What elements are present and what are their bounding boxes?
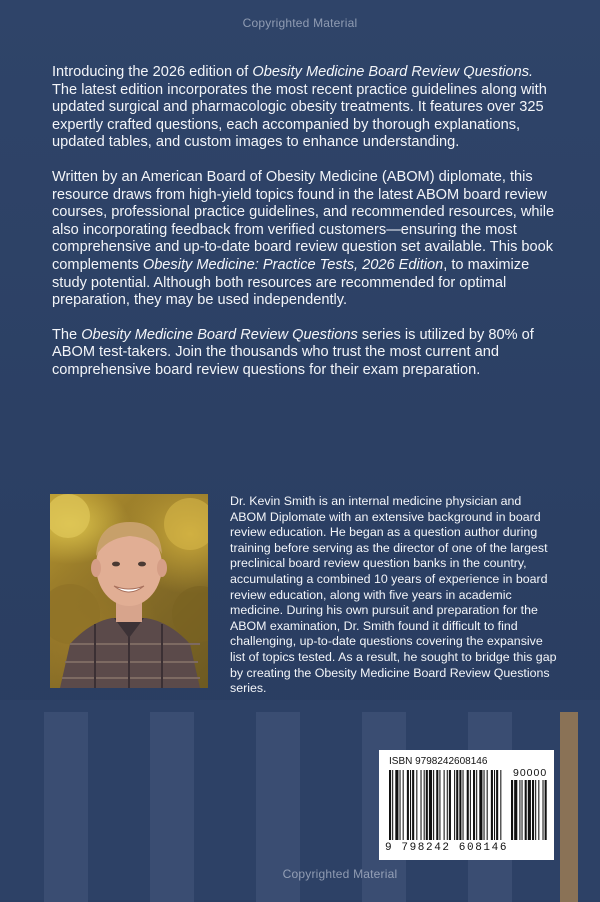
barcode-bar [429, 770, 432, 840]
description-paragraph-1: Introducing the 2026 edition of Obesity Medicine Board Review Questions. The latest edition incorporates the most recent practice guidelines along with updated surgical and pharmacologic obesity treatments. It features over 325 expertly crafted questions, each accompanied by thorough explanations, updated tables, and custom images to enhance understanding. [52, 64, 547, 151]
barcode-bar [410, 770, 411, 840]
barcode-addon-bar [538, 780, 539, 840]
price-code: 90000 [513, 767, 548, 779]
companion-title-italic: Obesity Medicine: Practice Tests, 2026 Edition [142, 256, 444, 273]
barcode-bar [487, 770, 488, 840]
barcode-bar [467, 770, 469, 840]
barcode-addon-bar [528, 780, 531, 840]
barcode-addon-bar [543, 780, 544, 840]
barcode-bar [449, 770, 451, 840]
barcode-bar [463, 770, 464, 840]
isbn-label: ISBN 9798242608146 [389, 756, 488, 767]
barcode-addon-bar [519, 780, 520, 840]
barcode-bar [479, 770, 482, 840]
barcode-addon-bar [532, 780, 534, 840]
series-title-italic: Obesity Medicine Board Review Questions [81, 326, 358, 343]
barcode-addon-bar [514, 780, 517, 840]
author-portrait-illustration [50, 494, 208, 688]
description-paragraph-2: Written by an American Board of Obesity Medicine (ABOM) diplomate, this resource draws from high-yield topics found in the latest ABOM board review courses, professional practice guidelines, and recommended resources, while also incorporating feedback from verified customers—ensuring the most comprehensive and up-to-date board review question set available. This book complements Obesity Medicine: Practice Tests, 2026 Edition, to maximize study potential. Although both resources are recommended for optimal preparation, they may be used independently. [52, 168, 555, 309]
book-description [52, 64, 562, 397]
barcode-bar [470, 770, 471, 840]
barcode-bar [484, 770, 485, 840]
barcode-bar [436, 770, 438, 840]
author-bio: Dr. Kevin Smith is an internal medicine physician and ABOM Diplomate with an extensive background in board review education. He began as a question author during training before serving as the director of one of the largest preclinical board review question banks in the country, accumulating a combined 10 years of experience in board review education, along with five years in academic medicine. During his own pursuit and preparation for the ABOM examination, Dr. Smith found it difficult to find challenging, up-to-date questions covering the expansive list of topics tested. As a result, he sought to bridge this gap by creating the Obesity Medicine Board Review Questions series. [230, 494, 557, 696]
barcode-bar [389, 770, 391, 840]
book-title-italic: Obesity Medicine Board Review Questions. [252, 64, 534, 80]
barcode-bar [412, 770, 414, 840]
description-paragraph-3: The Obesity Medicine Board Review Questions series is utilized by 80% of ABOM test-takers. Join the thousands who trust the most current and comprehensive board review questions for their exam preparation. [52, 326, 534, 378]
barcode-addon-bar [511, 780, 513, 840]
isbn-barcode [379, 750, 554, 860]
barcode-bar [416, 770, 417, 840]
isbn-digits: 9 798242 608146 [385, 842, 509, 854]
barcode-bar [439, 770, 440, 840]
barcode-bar [476, 770, 477, 840]
watermark-bottom: Copyrighted Material [282, 867, 398, 881]
barcode-bar [433, 770, 434, 840]
barcode-bar [424, 770, 425, 840]
barcode-bar [403, 770, 404, 840]
barcode-addon-bar [545, 780, 547, 840]
author-photo [50, 494, 208, 688]
barcode-bar [459, 770, 461, 840]
barcode-bar [400, 770, 401, 840]
barcode-addon-bar [525, 780, 527, 840]
barcode-bar [444, 770, 445, 840]
barcode-bar [496, 770, 498, 840]
barcode-bar [500, 770, 501, 840]
barcode-bar [426, 770, 428, 840]
barcode-bar [407, 770, 409, 840]
barcode-bar [395, 770, 398, 840]
barcode-bar [392, 770, 393, 840]
barcode-bar [494, 770, 495, 840]
barcode-addon-bar [535, 780, 536, 840]
barcode-bar [454, 770, 455, 840]
barcode-bar [456, 770, 458, 840]
watermark-top: Copyrighted Material [242, 16, 358, 30]
barcode-bar [447, 770, 448, 840]
barcode-bar [473, 770, 475, 840]
barcode-bar [491, 770, 493, 840]
barcode-addon-bar [522, 780, 523, 840]
barcode-bar [421, 770, 422, 840]
